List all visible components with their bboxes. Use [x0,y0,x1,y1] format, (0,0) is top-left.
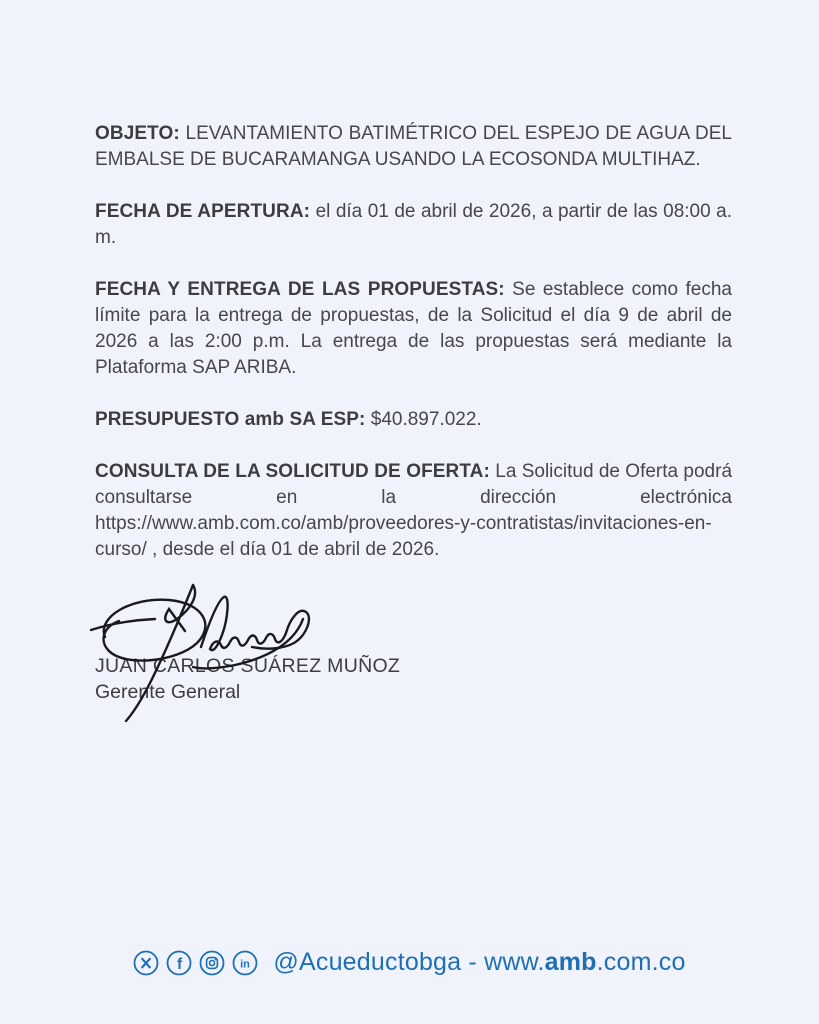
footer [0,948,819,977]
signature-block [95,589,732,705]
facebook-icon [166,950,192,976]
body-fecha-entrega: Se establece como fecha límite para la entrega de propuestas, de la Solicitud el día 9 de abril de 2026 a las 2:00 p.m. La entrega de las propuestas será mediante la Plataforma SAP ARIBA. [95,279,732,378]
paragraph-presupuesto [95,407,732,433]
x-social-icon [133,950,159,976]
social-handle: @Acueductobga [273,948,462,976]
paragraph-fecha-apertura [95,199,732,251]
social-icons [133,950,258,976]
website-url-brand: amb [544,948,597,976]
label-fecha-entrega: FECHA Y ENTREGA DE LAS PROPUESTAS: [95,279,505,300]
paragraph-fecha-entrega [95,277,732,381]
footer-separator: - [461,948,485,976]
body-objeto: LEVANTAMIENTO BATIMÉTRICO DEL ESPEJO DE AGUA DEL EMBALSE DE BUCARAMANGA USANDO LA ECOSONDA MULTIHAZ. [95,123,732,170]
svg-text:in: in [240,958,251,970]
signatory-name: JUAN CARLOS SUÁREZ MUÑOZ [95,655,401,677]
website-url-prefix: www. [484,948,545,976]
label-presupuesto: PRESUPUESTO amb SA ESP: [95,409,366,430]
linkedin-icon [232,950,258,976]
paragraph-objeto [95,121,732,173]
svg-text:f: f [177,955,183,973]
label-objeto: OBJETO: [95,123,180,144]
document-body [95,121,732,705]
footer-text [273,948,685,977]
website-url-suffix: .com.co [596,948,686,976]
label-consulta: CONSULTA DE LA SOLICITUD DE OFERTA: [95,461,490,482]
signatory-title: Gerente General [95,681,241,703]
instagram-icon [199,950,225,976]
label-fecha-apertura: FECHA DE APERTURA: [95,201,311,222]
body-presupuesto: $40.897.022. [370,409,482,430]
paragraph-consulta [95,459,732,563]
body-fecha-apertura: el día 01 de abril de 2026, a partir de las 08:00 a. m. [95,201,733,248]
body-consulta: La Solicitud de Oferta podrá consultarse en la dirección electrónica https://www.amb.com.co/amb/proveedores-y-contratistas/invitaciones-en-curso/ , desde el día 01 de abril de 2026. [95,461,733,560]
